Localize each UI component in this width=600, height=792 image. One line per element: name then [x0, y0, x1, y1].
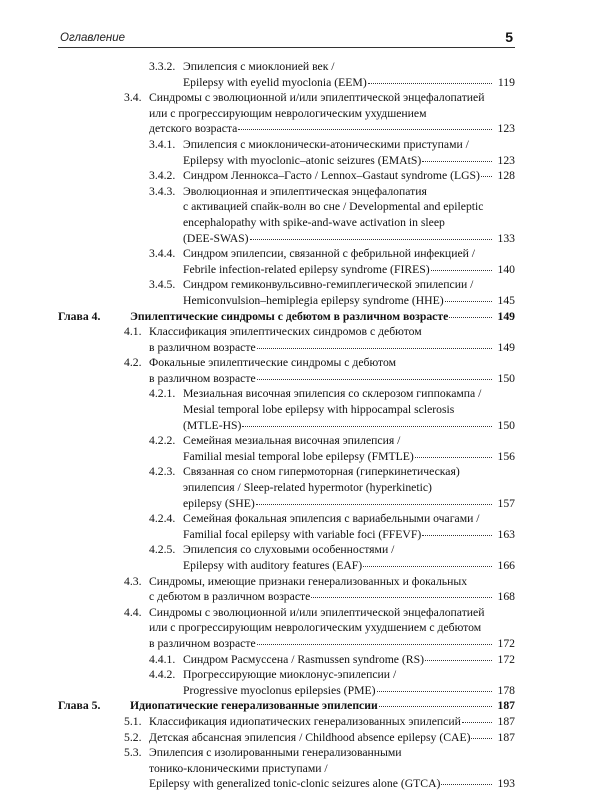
toc-entry-number: 3.4.5. [149, 278, 176, 292]
toc-entry-title-line: Классификация идиопатических генерализованных эпилепсий [149, 714, 461, 728]
dot-leader [431, 260, 492, 271]
toc-entry-page-number: 123 [497, 153, 515, 167]
toc-entry-title-line: тонико-клоническими приступами / [149, 761, 328, 775]
toc-entry-title-line: в различном возрасте [149, 340, 256, 354]
header-rule [58, 47, 515, 48]
toc-entry[interactable] [58, 667, 515, 698]
dot-leader [379, 696, 492, 707]
dot-leader [445, 291, 492, 302]
header-section-title: Оглавление [60, 32, 125, 44]
toc-entry[interactable] [58, 355, 515, 386]
dot-leader [257, 369, 492, 380]
toc-entry-title-line: или с прогрессирующим неврологическим ухудшением [149, 106, 427, 120]
toc-chapter-entry[interactable] [58, 698, 515, 714]
dot-leader [481, 166, 492, 177]
toc-entry-title-line: Синдромы, имеющие признаки генерализованных и фокальных [149, 574, 468, 588]
toc-entry-title-line: в различном возрасте [149, 636, 256, 650]
toc-entry-title-line: Синдром Расмуссена / Rasmussen syndrome (RS) [183, 652, 424, 666]
toc-entry-page-number: 172 [497, 652, 515, 666]
toc-entry-number: 3.4.2. [149, 169, 176, 183]
toc-entry-page-number: 193 [497, 777, 515, 791]
toc-entry-title-line: Mesial temporal lobe epilepsy with hippocampal sclerosis [183, 403, 455, 417]
toc-entry-title-line: Эпилептические синдромы с дебютом в различном возрасте [130, 309, 449, 323]
toc-entry-number: 4.4.2. [149, 668, 176, 682]
toc-entry-title-line: эпилепсия / Sleep-related hypermotor (hyperkinetic) [183, 481, 432, 495]
toc-entry-number: 3.4. [124, 91, 142, 105]
toc-entry-number: Глава 5. [58, 699, 101, 713]
toc-entry-title-line: Детская абсансная эпилепсия / Childhood absence epilepsy (CAE) [149, 730, 471, 744]
toc-entry[interactable] [58, 464, 515, 511]
toc-entry-page-number: 123 [497, 122, 515, 136]
toc-entry[interactable] [58, 59, 515, 90]
toc-entry-page-number: 166 [497, 559, 515, 572]
toc-entry-page-number: 150 [497, 371, 515, 385]
dot-leader [238, 119, 492, 130]
dot-leader [422, 151, 492, 162]
toc-entry-title-line: Epilepsy with auditory features (EAF) [183, 559, 363, 572]
toc-entry-number: 3.4.3. [149, 184, 176, 198]
toc-entry-number: 5.1. [124, 714, 142, 728]
dot-leader [257, 338, 492, 349]
toc-entry-title-line: Эпилепсия с изолированными генерализованными [149, 746, 402, 760]
toc-entry-number: 3.4.1. [149, 137, 176, 151]
toc-entry-number: Глава 4. [58, 309, 101, 323]
toc-entry[interactable] [58, 246, 515, 277]
toc-entry-number: 4.2.3. [149, 465, 176, 479]
toc-entry[interactable] [58, 574, 515, 605]
toc-chapter-entry[interactable] [58, 309, 515, 325]
toc-entry-title-line: Мезиальная височная эпилепсия со склерозом гиппокампа / [183, 387, 482, 401]
toc-entry-title-line: Синдром Леннокса–Гасто / Lennox–Gastaut syndrome (LGS) [183, 169, 480, 183]
toc-entry-title-line: Epilepsy with eyelid myoclonia (EEM) [183, 75, 367, 89]
dot-leader [377, 681, 493, 692]
toc-entry-number: 3.4.4. [149, 247, 176, 261]
toc-entry-title-line: Эволюционная и эпилептическая энцефалопатия [183, 184, 427, 198]
toc-entry-page-number: 187 [497, 730, 515, 744]
toc-entry-page-number: 178 [497, 683, 515, 697]
toc-entry-title-line: Epilepsy with generalized tonic-clonic seizures alone (GTCA) [149, 777, 441, 791]
dot-leader [242, 416, 492, 427]
toc-entry-title-line: Progressive myoclonus epilepsies (PME) [183, 683, 376, 697]
toc-entry-title-line: с активацией спайк-волн во сне / Developmental and epileptic [183, 200, 484, 214]
toc-entry-page-number: 187 [497, 699, 515, 713]
toc-entry[interactable] [58, 90, 515, 137]
toc-entry-page-number: 172 [497, 636, 515, 650]
toc-entry-title-line: или с прогрессирующим неврологическим ухудшением с дебютом [149, 621, 482, 635]
toc-entry-page-number: 168 [497, 590, 515, 604]
toc-entry-title-line: с дебютом в различном возрасте [149, 590, 311, 604]
toc-entry-title-line: Hemiconvulsion–hemiplegia epilepsy syndrome (HHE) [183, 293, 444, 307]
toc-entry-title-line: Фокальные эпилептические синдромы с дебютом [149, 356, 397, 370]
toc-entry-page-number: 163 [497, 527, 515, 541]
toc-entry-number: 4.2.4. [149, 512, 176, 526]
dot-leader [257, 634, 492, 645]
toc-entry-title-line: Эпилепсия со слуховыми особенностями / [183, 543, 395, 557]
toc-entry-number: 4.2. [124, 356, 142, 370]
toc-entry-title-line: Семейная фокальная эпилепсия с вариабельными очагами / [183, 512, 480, 526]
toc-entry-title-line: (DEE-SWAS) [183, 231, 249, 245]
toc-entry[interactable] [58, 652, 515, 668]
toc-entry-title-line: Идиопатические генерализованные эпилепсии [130, 699, 378, 713]
toc-entry-number: 4.2.5. [149, 543, 176, 557]
toc-entry[interactable] [58, 745, 515, 792]
toc-entry-title-line: encephalopathy with spike-and-wave activation in sleep [183, 215, 445, 229]
toc-entry-title-line: Синдром эпилепсии, связанной с фебрильной инфекцией / [183, 247, 476, 261]
toc-entry[interactable] [58, 168, 515, 184]
toc-entry-title-line: Синдром гемиконвульсивно-гемиплегической эпилепсии / [183, 278, 474, 292]
toc-entry[interactable] [58, 277, 515, 308]
dot-leader [363, 556, 492, 567]
toc-entry-title-line: Familial mesial temporal lobe epilepsy (FMTLE) [183, 449, 414, 463]
toc-entry-title-line: Familial focal epilepsy with variable foci (FFEVF) [183, 527, 422, 541]
toc-entry-title-line: в различном возрасте [149, 371, 256, 385]
toc-entry-title-line: epilepsy (SHE) [183, 496, 255, 510]
toc-entry-title-line: Эпилепсия с миоклонически-атоническими приступами / [183, 137, 469, 151]
toc-entry[interactable] [58, 386, 515, 433]
dot-leader [311, 587, 492, 598]
toc-entry-page-number: 119 [497, 75, 515, 89]
toc-entry[interactable] [58, 714, 515, 730]
toc-entry-number: 4.2.2. [149, 434, 176, 448]
dot-leader [471, 728, 492, 739]
toc-entry-page-number: 187 [497, 714, 515, 728]
toc-entry-number: 4.3. [124, 574, 142, 588]
toc-entry-title-line: Синдромы с эволюционной и/или эпилептической энцефалопатией [149, 605, 485, 619]
toc-entry-title-line: Связанная со сном гипермоторная (гиперкинетическая) [183, 465, 460, 479]
toc-entry-page-number: 149 [497, 309, 515, 323]
toc-entry[interactable] [58, 730, 515, 746]
toc-entry-number: 4.4. [124, 605, 142, 619]
running-header [58, 26, 515, 48]
toc-entry-page-number: 150 [497, 418, 515, 432]
header-page-number: 5 [505, 29, 513, 45]
toc-entry[interactable] [58, 542, 515, 573]
toc-entry-page-number: 133 [497, 231, 515, 245]
toc-entry[interactable] [58, 137, 515, 168]
toc-entry-page-number: 157 [497, 496, 515, 510]
dot-leader [425, 650, 492, 661]
toc-entry-page-number: 128 [497, 169, 515, 183]
toc-entry-number: 4.4.1. [149, 652, 176, 666]
toc-entry[interactable] [58, 184, 515, 246]
toc-entry-page-number: 145 [497, 293, 515, 307]
dot-leader [462, 712, 492, 723]
dot-leader [441, 774, 492, 785]
dot-leader [422, 525, 492, 536]
dot-leader [449, 307, 492, 318]
toc-entry-number: 5.3. [124, 746, 142, 760]
table-of-contents [58, 59, 515, 792]
toc-entry[interactable] [58, 433, 515, 464]
toc-entry-number: 5.2. [124, 730, 142, 744]
toc-entry-page-number: 140 [497, 262, 515, 276]
toc-entry-title-line: Семейная мезиальная височная эпилепсия / [183, 434, 401, 448]
toc-entry-title-line: Эпилепсия с миоклонией век / [183, 60, 335, 73]
toc-entry-page-number: 149 [497, 340, 515, 354]
dot-leader [368, 73, 492, 84]
toc-entry-title-line: Прогрессирующие миоклонус-эпилепсии / [183, 668, 397, 682]
toc-entry-number: 4.2.1. [149, 387, 176, 401]
toc-entry-number: 3.3.2. [149, 60, 176, 73]
toc-entry[interactable] [58, 605, 515, 652]
toc-entry-title-line: детского возраста [149, 122, 238, 136]
dot-leader [250, 229, 492, 240]
toc-entry-title-line: Синдромы с эволюционной и/или эпилептической энцефалопатией [149, 91, 485, 105]
toc-entry-title-line: Epilepsy with myoclonic–atonic seizures (EMAtS) [183, 153, 422, 167]
toc-entry-title-line: Классификация эпилептических синдромов с дебютом [149, 325, 422, 339]
toc-entry[interactable] [58, 324, 515, 355]
toc-entry-page-number: 156 [497, 449, 515, 463]
dot-leader [415, 447, 492, 458]
toc-entry-title-line: Febrile infection-related epilepsy syndrome (FIRES) [183, 262, 430, 276]
toc-entry[interactable] [58, 511, 515, 542]
dot-leader [256, 494, 492, 505]
toc-entry-number: 4.1. [124, 325, 142, 339]
toc-entry-title-line: (MTLE-HS) [183, 418, 242, 432]
